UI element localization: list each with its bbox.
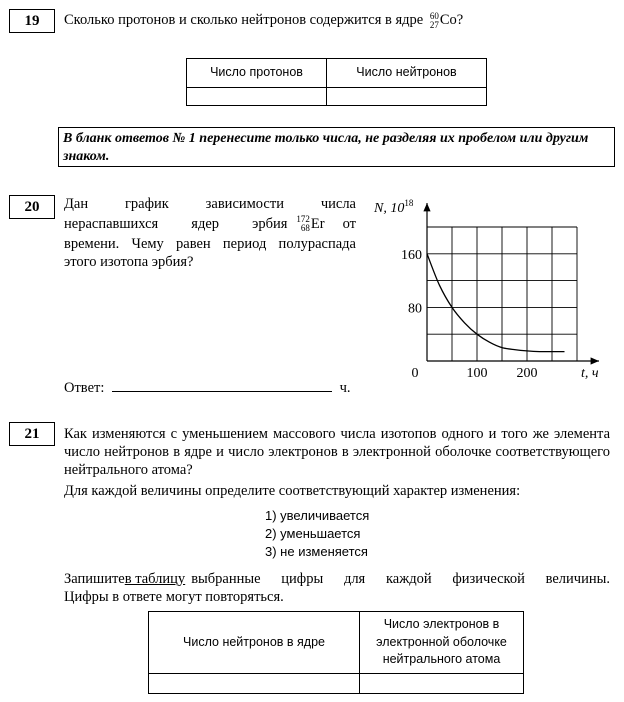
- q21-option-1: 1) увеличивается: [265, 508, 370, 523]
- q20-text: [64, 195, 356, 271]
- q21-question: Как изменяются с уменьшением массового числа изотопов одного и того же элемента число нейтронов в ядре и число электронов в электронной оболочке соответствующего нейтрального атома?: [64, 426, 610, 479]
- q19-text: [64, 11, 463, 30]
- q20-mass-number: 172: [296, 214, 310, 225]
- answer-sheet-notice: В бланк ответов № 1 перенесите только числа, не разделяя их пробелом или другим знаком.: [58, 127, 615, 167]
- question-number-20: 20: [9, 195, 55, 219]
- q21-answer-neutrons[interactable]: [149, 674, 360, 694]
- q21-write-link: в таблицу: [124, 571, 186, 587]
- q19-mass-number: 60: [429, 10, 439, 21]
- q19-answer-protons[interactable]: [187, 88, 327, 106]
- q21-write-rest: выбранные цифры для каждой физической величины.: [191, 571, 610, 587]
- chart-y-tick-80: 80: [408, 301, 422, 317]
- chart-ylabel: N, $10^{18}$: [374, 198, 414, 216]
- q20-isotope: [293, 215, 324, 234]
- question-number-21: 21: [9, 422, 55, 446]
- q19-isotope-numbers: [430, 12, 439, 30]
- q19-symbol: Co: [439, 12, 457, 28]
- question-number-19: 19: [9, 9, 55, 33]
- q21-option-2: 2) уменьшается: [265, 526, 361, 541]
- q20-atomic-number: 68: [300, 223, 310, 234]
- q20-decay-chart: [365, 193, 615, 385]
- q21-write-prefix: Запишите: [64, 571, 125, 587]
- chart-x-tick-200: 200: [516, 366, 538, 381]
- chart-x-tick-100: 100: [466, 366, 488, 381]
- q21-option-3: 3) не изменяется: [265, 544, 368, 559]
- q19-answer-table: [186, 58, 487, 106]
- q21-header-electrons: Число электронов в электронной оболочке нейтрального атома: [360, 612, 524, 674]
- chart-x-tick-0: 0: [411, 366, 419, 381]
- q21-answer-electrons[interactable]: [360, 674, 524, 694]
- q20-answer-row: [64, 377, 351, 397]
- q20-line-3: времени. Чему равен период полураспада: [64, 236, 356, 253]
- q19-question: Сколько протонов и сколько нейтронов содержится в ядре: [64, 12, 424, 28]
- q20-answer-unit: ч.: [339, 380, 351, 396]
- q20-line-4: этого изотопа эрбия?: [64, 254, 194, 271]
- q21-write-line-1: [64, 570, 610, 588]
- q21-write-line-2: Цифры в ответе могут повторяться.: [64, 589, 284, 605]
- chart-series-line: [427, 254, 565, 352]
- q19-suffix: ?: [456, 12, 464, 28]
- q21-answer-table: [148, 611, 524, 694]
- q20-isotope-numbers: [296, 215, 310, 233]
- chart-y-tick-160: 160: [401, 247, 422, 263]
- q20-line-2-end: от: [342, 216, 356, 233]
- chart-grid: [427, 227, 577, 361]
- chart-xlabel: t, ч: [581, 366, 599, 381]
- q19-header-neutrons: Число нейтронов: [327, 59, 487, 88]
- q20-answer-label: Ответ:: [64, 380, 105, 396]
- q21-header-neutrons: Число нейтронов в ядре: [149, 612, 360, 674]
- q20-line-2: [64, 213, 356, 235]
- q20-answer-field[interactable]: [112, 377, 332, 392]
- q19-atomic-number: 27: [429, 19, 439, 30]
- q21-instruction: Для каждой величины определите соответствующий характер изменения:: [64, 483, 521, 499]
- q20-symbol: Er: [310, 215, 325, 232]
- q19-answer-neutrons[interactable]: [327, 88, 487, 106]
- q20-line-1: Дан график зависимости числа: [64, 196, 356, 212]
- q20-line-2-text: нераспавшихся ядер эрбия: [64, 216, 288, 233]
- q19-header-protons: Число протонов: [187, 59, 327, 88]
